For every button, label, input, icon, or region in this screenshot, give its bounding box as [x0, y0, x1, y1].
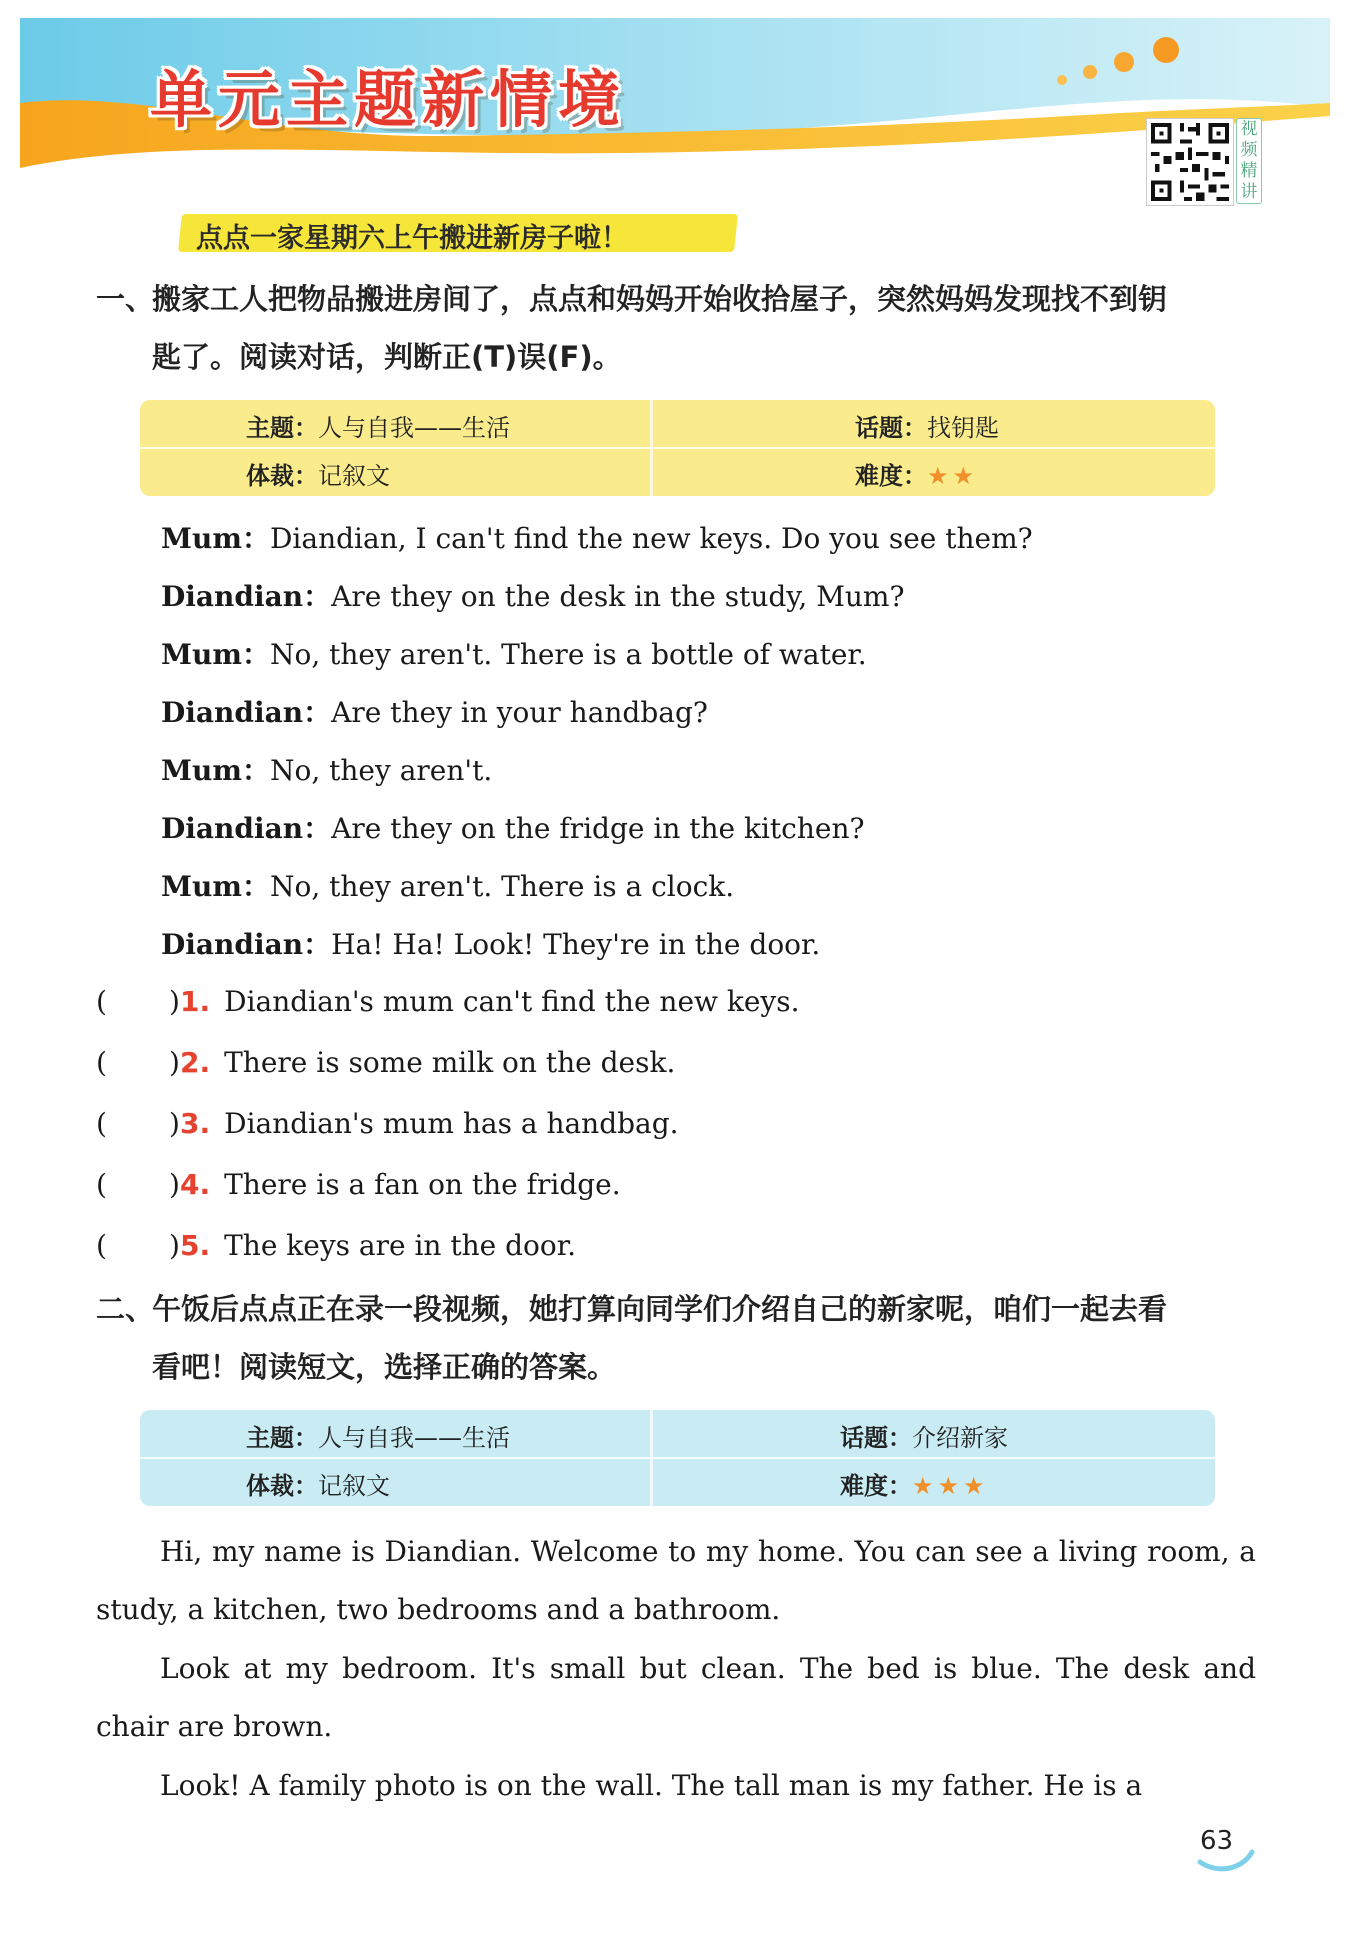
dialogue-line [161, 626, 867, 684]
dialogue-line [161, 800, 865, 858]
dialogue-text: Are they on the fridge in the kitchen? [331, 812, 865, 845]
dialogue-text: No, they aren't. There is a clock. [269, 870, 735, 903]
answer-blank[interactable]: ( ) [96, 1229, 180, 1262]
section1-instruction-line1: 搬家工人把物品搬进房间了，点点和妈妈开始收拾屋子，突然妈妈发现找不到钥 [152, 282, 1168, 316]
dialogue-speaker: Diandian： [161, 696, 332, 729]
section2-number: 二、 [96, 1292, 155, 1326]
star-icon: ★ [937, 1472, 960, 1500]
qr-code-icon[interactable] [1146, 118, 1234, 206]
dialogue-text: Are they on the desk in the study, Mum? [331, 580, 905, 613]
item-number: 4. [180, 1168, 211, 1201]
video-lecture-label: 视频精讲 [1236, 118, 1262, 204]
section1-instruction-line2: 匙了。阅读对话，判断正(T)误(F)。 [152, 340, 622, 374]
item-number: 3. [180, 1107, 211, 1140]
item-statement: The keys are in the door. [224, 1229, 576, 1262]
dialogue-line [161, 916, 820, 974]
section1-number: 一、 [96, 282, 155, 316]
item-statement: Diandian's mum can't find the new keys. [224, 985, 800, 1018]
star-icon: ★ [952, 462, 975, 490]
genre-field: 体裁：记叙文 [246, 1472, 390, 1500]
item-statement: Diandian's mum has a handbag. [224, 1107, 679, 1140]
section1-info-box [140, 400, 1215, 496]
dialogue-line [161, 742, 492, 800]
true-false-item [96, 1168, 621, 1201]
dialogue-line [161, 684, 708, 742]
item-statement: There is some milk on the desk. [224, 1046, 676, 1079]
difficulty-stars [912, 1472, 989, 1500]
dialogue-text: No, they aren't. There is a bottle of water. [269, 638, 867, 671]
item-number: 2. [180, 1046, 211, 1079]
answer-blank[interactable]: ( ) [96, 1107, 180, 1140]
passage-paragraph-1: Hi, my name is Diandian. Welcome to my home. You can see a living room, a study, a kitchen, two bedrooms and a bathroom. [96, 1535, 1256, 1626]
section2-instruction [96, 1280, 1266, 1396]
scenario-subtitle: 点点一家星期六上午搬进新房子啦！ [196, 223, 628, 254]
answer-blank[interactable]: ( ) [96, 1046, 180, 1079]
true-false-item [96, 985, 800, 1018]
section2-instruction-line1: 午饭后点点正在录一段视频，她打算向同学们介绍自己的新家呢，咱们一起去看 [152, 1292, 1168, 1326]
true-false-item [96, 1046, 675, 1079]
dialogue-text: No, they aren't. [269, 754, 493, 787]
star-icon: ★ [912, 1472, 934, 1500]
true-false-item [96, 1107, 679, 1140]
item-number: 5. [180, 1229, 211, 1262]
star-icon: ★ [963, 1472, 985, 1500]
dialogue-speaker: Mum： [161, 638, 270, 671]
true-false-item [96, 1229, 576, 1262]
topic-field: 话题：介绍新家 [840, 1424, 1008, 1452]
star-icon: ★ [927, 462, 949, 490]
difficulty-field: 难度：★ ★ ★ [840, 1466, 989, 1501]
section2-instruction-line2: 看吧！阅读短文，选择正确的答案。 [152, 1350, 617, 1384]
section2-info-box [140, 1410, 1215, 1506]
unit-banner-title: 单元主题新情境 [150, 63, 627, 136]
genre-field: 体裁：记叙文 [246, 462, 390, 490]
dialogue-speaker: Mum： [161, 870, 270, 903]
dialogue-speaker: Diandian： [161, 928, 332, 961]
dialogue-text: Are they in your handbag? [331, 696, 708, 729]
dialogue-speaker: Diandian： [161, 580, 332, 613]
dialogue-line [161, 568, 904, 626]
theme-field: 主题：人与自我——生活 [246, 414, 510, 442]
dialogue-line [161, 510, 1033, 568]
dialogue-text: Diandian, I can't find the new keys. Do you see them? [269, 522, 1033, 555]
dialogue-line [161, 858, 734, 916]
topic-field: 话题：找钥匙 [855, 414, 999, 442]
passage-paragraph-3: Look! A family photo is on the wall. The tall man is my father. He is a [160, 1769, 1143, 1802]
item-statement: There is a fan on the fridge. [224, 1168, 621, 1201]
answer-blank[interactable]: ( ) [96, 1168, 180, 1201]
dialogue-speaker: Mum： [161, 522, 270, 555]
dialogue-speaker: Diandian： [161, 812, 332, 845]
item-number: 1. [180, 985, 211, 1018]
difficulty-field: 难度：★ ★ [855, 456, 978, 491]
passage-paragraph-2: Look at my bedroom. It's small but clean. The bed is blue. The desk and chair are brown. [96, 1652, 1256, 1743]
page-number: 63 [1200, 1826, 1234, 1856]
answer-blank[interactable]: ( ) [96, 985, 180, 1018]
dialogue-speaker: Mum： [161, 754, 270, 787]
section1-instruction [96, 270, 1266, 386]
dialogue-text: Ha! Ha! Look! They're in the door. [331, 928, 821, 961]
theme-field: 主题：人与自我——生活 [246, 1424, 510, 1452]
difficulty-stars [927, 462, 978, 490]
